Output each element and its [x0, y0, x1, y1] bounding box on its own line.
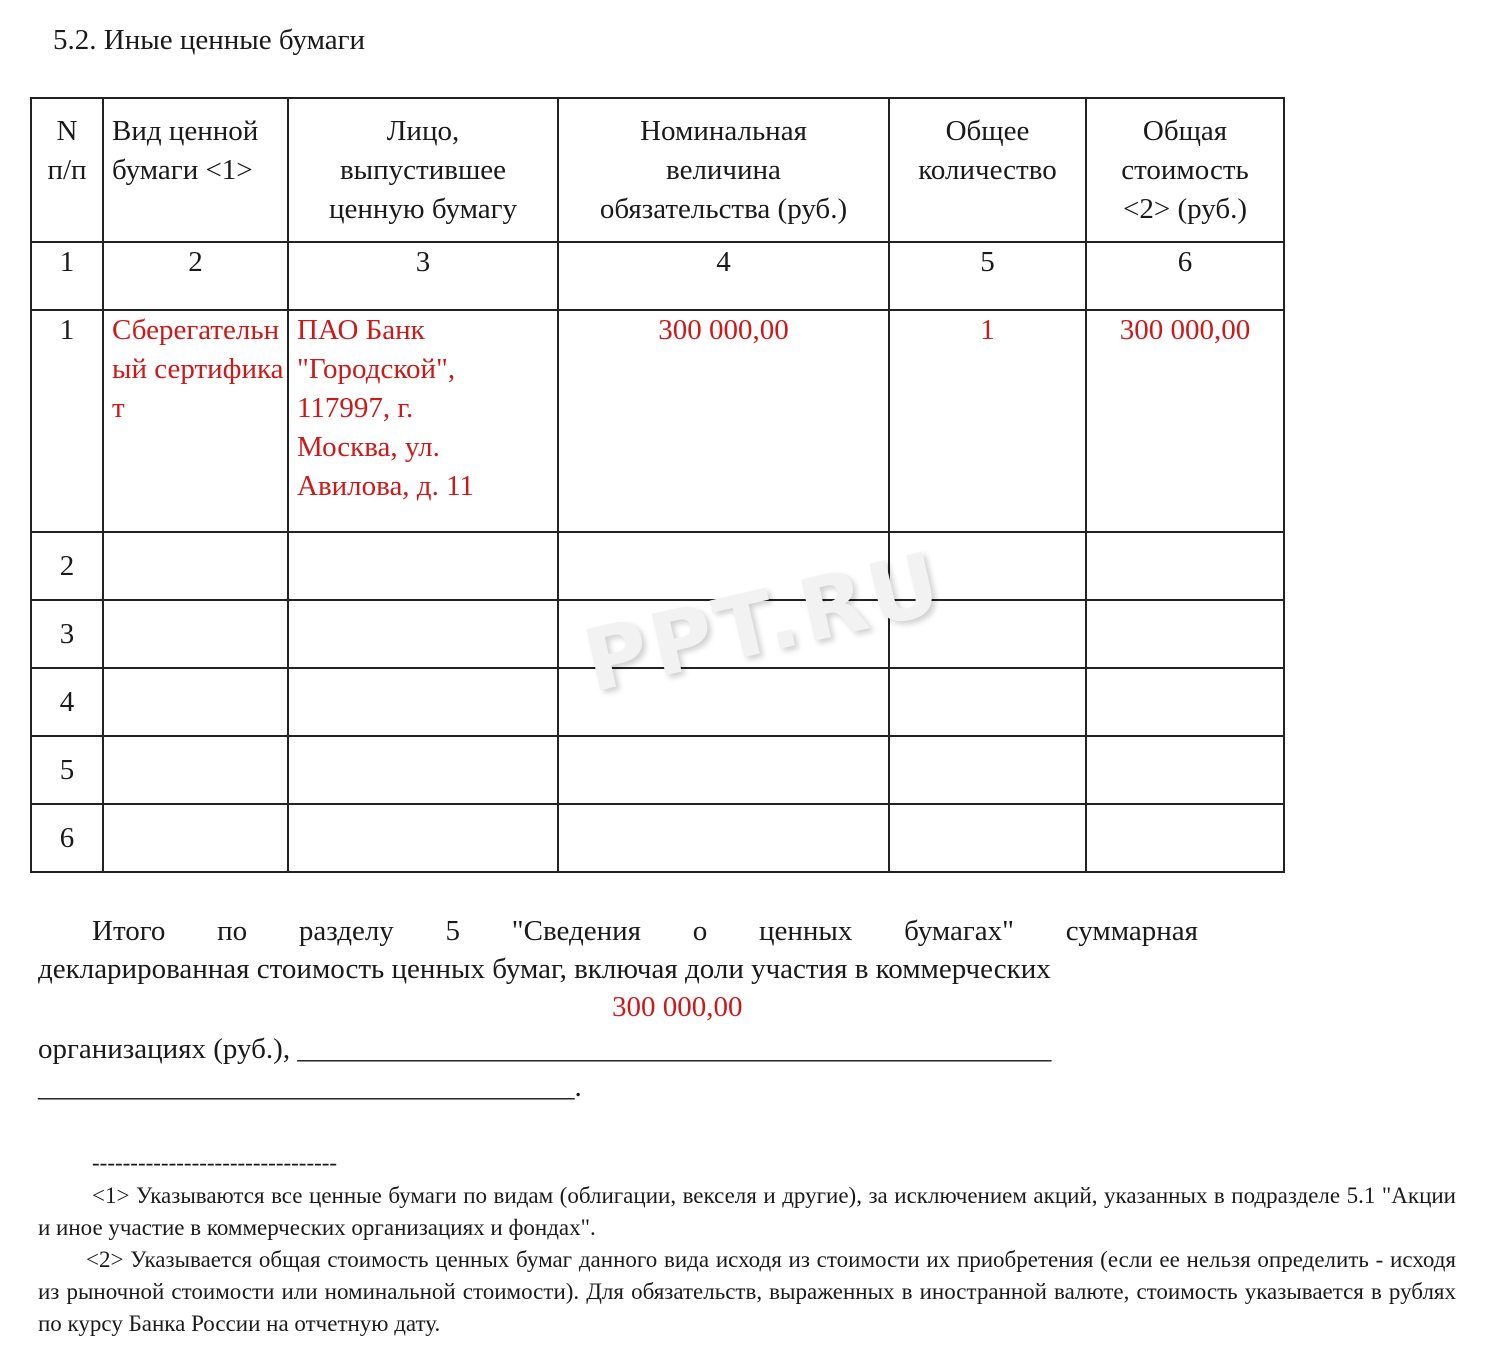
- issuer-cell[interactable]: [288, 736, 558, 804]
- summary-line-4: _____________________________________.: [38, 1071, 582, 1103]
- issuer-cell[interactable]: [288, 804, 558, 872]
- column-number-row: [31, 242, 1284, 310]
- total-value-cell[interactable]: [1086, 736, 1284, 804]
- nominal-value-cell[interactable]: [558, 668, 889, 736]
- quantity-cell[interactable]: [889, 804, 1086, 872]
- summary-word: 5: [445, 915, 461, 947]
- column-number: 2: [103, 242, 288, 310]
- security-type-cell[interactable]: [103, 668, 288, 736]
- row-number: 5: [31, 736, 103, 804]
- total-value-cell[interactable]: [1086, 532, 1284, 600]
- row-number: 2: [31, 532, 103, 600]
- footnote-1-text: <1> Указываются все ценные бумаги по видам (облигации, векселя и другие), за исключением акций, указанных в подразделе 5.1 "Акции и иное участие в коммерческих организациях и фондах".: [38, 1183, 1456, 1240]
- summary-word: по: [217, 915, 248, 947]
- nominal-value-cell[interactable]: [558, 736, 889, 804]
- securities-table: [30, 97, 1285, 873]
- header-issuer: Лицо, выпустившее ценную бумагу: [288, 98, 558, 242]
- summary-word: суммарная: [1065, 915, 1198, 947]
- summary-line-3: организациях (руб.), ____________________________________________________: [38, 1033, 1052, 1065]
- summary-total-value[interactable]: 300 000,00: [612, 991, 743, 1023]
- header-security-type: Вид ценной бумаги <1>: [103, 98, 288, 242]
- summary-line-1: [92, 912, 1198, 950]
- issuer-cell[interactable]: [288, 532, 558, 600]
- table-row: [31, 736, 1284, 804]
- table-row: [31, 804, 1284, 872]
- header-nominal-value: Номинальная величина обязательства (руб.): [558, 98, 889, 242]
- quantity-cell[interactable]: 1: [889, 310, 1086, 532]
- security-type-cell[interactable]: [103, 532, 288, 600]
- table-row: [31, 532, 1284, 600]
- table-row: [31, 600, 1284, 668]
- quantity-cell[interactable]: [889, 668, 1086, 736]
- column-number: 1: [31, 242, 103, 310]
- header-row: [31, 98, 1284, 242]
- nominal-value-cell[interactable]: [558, 600, 889, 668]
- column-number: 5: [889, 242, 1086, 310]
- security-type-cell[interactable]: [103, 804, 288, 872]
- summary-line-2: декларированная стоимость ценных бумаг, включая доли участия в коммерческих: [38, 953, 1051, 985]
- footnote-2: [38, 1244, 1456, 1340]
- quantity-cell[interactable]: [889, 736, 1086, 804]
- section-title: 5.2. Иные ценные бумаги: [53, 24, 366, 56]
- summary-word: ценных: [758, 915, 853, 947]
- footnote-1: [38, 1180, 1456, 1244]
- table-row: [31, 668, 1284, 736]
- row-number: 3: [31, 600, 103, 668]
- nominal-value-cell[interactable]: [558, 804, 889, 872]
- table-row: [31, 310, 1284, 532]
- security-type-cell[interactable]: [103, 600, 288, 668]
- nominal-value-cell[interactable]: 300 000,00: [558, 310, 889, 532]
- summary-word: о: [692, 915, 708, 947]
- security-type-cell[interactable]: [103, 736, 288, 804]
- issuer-cell[interactable]: ПАО Банк "Городской", 117997, г. Москва, ул. Авилова, д. 11: [288, 310, 558, 532]
- summary-word: Итого: [92, 915, 166, 947]
- quantity-cell[interactable]: [889, 532, 1086, 600]
- header-total-value: Общая стоимость <2> (руб.): [1086, 98, 1284, 242]
- footnote-separator: --------------------------------: [92, 1150, 338, 1175]
- quantity-cell[interactable]: [889, 600, 1086, 668]
- total-value-cell[interactable]: [1086, 804, 1284, 872]
- column-number: 3: [288, 242, 558, 310]
- row-number: 4: [31, 668, 103, 736]
- security-type-cell[interactable]: Сберегательный сертификат: [103, 310, 288, 532]
- row-number: 1: [31, 310, 103, 532]
- summary-word: бумагах": [904, 915, 1015, 947]
- total-value-cell[interactable]: [1086, 668, 1284, 736]
- watermark: PPT.RU: [575, 533, 953, 713]
- summary-word: разделу: [298, 915, 394, 947]
- summary-word: "Сведения: [511, 915, 641, 947]
- header-quantity: Общее количество: [889, 98, 1086, 242]
- total-value-cell[interactable]: [1086, 600, 1284, 668]
- header-n: N п/п: [31, 98, 103, 242]
- row-number: 6: [31, 804, 103, 872]
- issuer-cell[interactable]: [288, 600, 558, 668]
- nominal-value-cell[interactable]: [558, 532, 889, 600]
- total-value-cell[interactable]: 300 000,00: [1086, 310, 1284, 532]
- column-number: 6: [1086, 242, 1284, 310]
- column-number: 4: [558, 242, 889, 310]
- footnote-2-text: <2> Указывается общая стоимость ценных бумаг данного вида исходя из стоимости их приобретения (если ее нельзя определить - исходя из рыночной стоимости или номинальной стоимости). Для обязательств, выраженных в иностранной валюте, стоимость указывается в рублях по курсу Банка России на отчетную дату.: [38, 1247, 1456, 1336]
- issuer-cell[interactable]: [288, 668, 558, 736]
